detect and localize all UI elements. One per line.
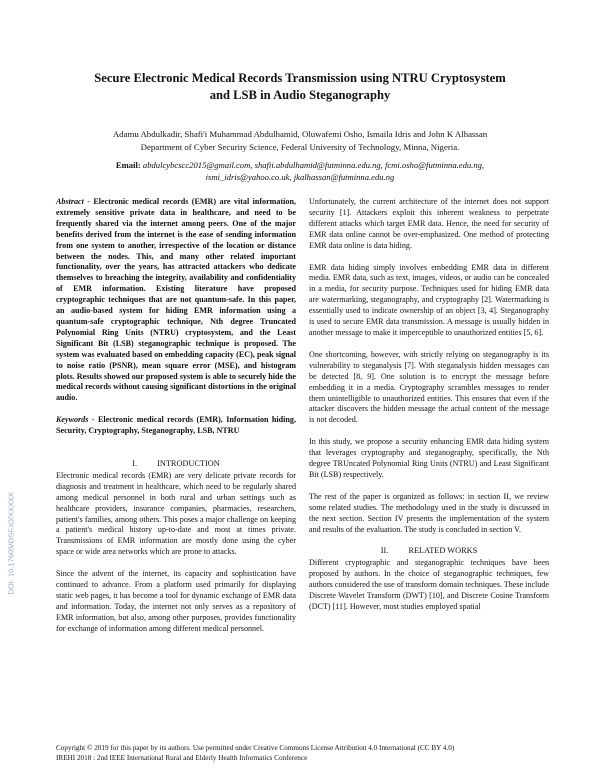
email-label: Email: <box>115 160 141 170</box>
intro-paragraph-5: One shortcoming, however, with strictly relying on steganography is its vulnerability to steganalysis [7]. With steganalysis hidden messages can be detected [8, 9]. One solution is to encrypt the message before embedding it in a media. Cryptography scrambles messages to render them unintelligible to unauthorized entities. This ensures that even if the attacker discovers the hidden message the actual content of the message is not decoded. <box>309 349 549 425</box>
author-block <box>40 128 560 154</box>
email-line-2[interactable]: ismi_idris@yahoo.co.uk, jkalhassan@futminna.edu.ng <box>205 172 395 182</box>
intro-paragraph-6: In this study, we propose a security enhancing EMR data hiding system that leverages cryptography and steganography, specifically, the Nth degree TRUncated Polynomial Ring Units (NTRU) and Least Significant Bit (LSB) respectively. <box>309 437 549 479</box>
abstract-text: Electronic medical records (EMR) are vital information, extremely sensitive private data in healthcare, and need to be frequently shared via the internet among peers. One of the major benefits derived from the internet is the ease of sending information from one system to another, irrespective of the location or distance between the nodes. This, and many other related important functionality, over the years, has attracted attackers who dedicate themselves to breaching the integrity, availability and confidentiality of EMR information. Existing literature have proposed cryptographic techniques that are not quantum-safe. In this paper, an audio-based system for hiding EMR information using a quantum-safe cryptographic technique, Nth degree Truncated Polynomial Ring Units (NTRU) cryptosystem, and the Least Significant Bit (LSB) steganographic technique is proposed. The system was evaluated based on embedding capacity (EC), peak signal to noise ratio (PSNR), mean square error (MSE), and histogram plots. Results showed our proposed system is able to securely hide the medical records without causing significant distortions in the original audio. <box>56 197 296 403</box>
copyright-line: Copyright © 2019 for this paper by its authors. Use permitted under Creative Commons License Attribution 4.0 International (CC BY 4.0) <box>56 744 455 752</box>
section-title: INTRODUCTION <box>157 459 220 469</box>
paper-title <box>40 70 560 104</box>
side-identifier <box>6 360 16 600</box>
section-heading-introduction <box>56 459 296 470</box>
abstract <box>56 197 296 404</box>
keywords-lead: Keywords - <box>56 415 95 425</box>
right-column <box>309 197 549 624</box>
related-works-paragraph-1: Different cryptographic and steganographic techniques have been proposed by authors. In the choice of steganographic techniques, few authors considered the use of transform domain techniques. These include Discrete Wavelet Transform (DWT) [10], and Discrete Cosine Transform (DCT) [11]. However, most studies employed spatial <box>309 558 549 611</box>
left-column <box>56 197 296 646</box>
email-line-1[interactable]: abdulcybcscc2015@gmail.com, shafii.abdulhamid@futminna.edu.ng, fcmi.osho@futminna.edu.ng, <box>142 160 485 170</box>
conference-line: IREHI 2018 : 2nd IEEE International Rural and Elderly Health Informatics Conference <box>56 753 308 762</box>
section-number: I. <box>132 459 138 469</box>
author-names: Adamu Abdulkadir, Shafi'i Muhammad Abdulhamid, Oluwafemi Osho, Ismaila Idris and John K Alhassan <box>112 129 488 139</box>
intro-paragraph-4: EMR data hiding simply involves embedding EMR data in different media. EMR data, such as text, images, videos, or audio can be concealed in a media, for security purpose. Techniques used for hiding EMR data are watermarking, steganography, and cryptography [2]. Watermarking is essentially used to indicate ownership of an object [3, 4]. Steganography is used to secure EMR data transmission. A message is usually hidden in another message to make it imperceptible to unauthorized entities [5, 6]. <box>309 262 549 337</box>
section-heading-related-works <box>309 546 549 557</box>
side-identifier-text: DOI: 10.17605/OSF.IO/XXXXX <box>6 491 16 595</box>
intro-paragraph-3: Unfortunately, the current architecture of the internet does not support security [1]. Attackers exploit this inherent weakness to perpetrate different attacks which target EMR data. Hence, the need for security of EMR data online cannot be over-emphasized. One method of protecting EMR data online is data hiding. <box>309 197 549 250</box>
page-footer <box>56 744 556 763</box>
section-title: RELATED WORKS <box>408 546 478 556</box>
author-affiliation: Department of Cyber Security Science, Federal University of Technology, Minna, Nigeria. <box>140 142 460 152</box>
title-line-2: and LSB in Audio Steganography <box>209 88 391 102</box>
abstract-lead: Abstract - <box>56 197 90 206</box>
email-block <box>70 159 530 183</box>
intro-paragraph-2: Since the advent of the internet, its capacity and sophistication have continued to advance. From a platform used primarily for displaying static web pages, it has become a tool for dynamic exchange of EMR data and information. Today, the internet not only serves as a repository of EMR information, but also, among other purposes, provides functionality for exchange of information among different medical personnel. <box>56 569 296 633</box>
keywords <box>56 415 296 437</box>
keywords-text: Electronic medical records (EMR), Information hiding, Security, Cryptography, Steganography, LSB, NTRU <box>56 415 297 436</box>
title-line-1: Secure Electronic Medical Records Transmission using NTRU Cryptosystem <box>94 71 506 85</box>
intro-paragraph-1: Electronic medical records (EMR) are very delicate private records for diagnosis and treatment in healthcare, which need to be regularly shared among medical personnel in both rural and urban settings such as healthcare providers, insurance companies, pharmacies, researchers, patient's families, among others. This poses a major challenge on keeping a patient's medical history up-to-date and most at times private. Transmissions of EMR information are mostly done using the cyber space or wide area networks which are prone to attacks. <box>56 470 296 557</box>
section-number: II. <box>380 546 389 556</box>
intro-paragraph-7: The rest of the paper is organized as follows: in section II, we review some related studies. The methodology used in the study is discussed in the next section. Section IV presents the implementation of the system and results of the evaluation. The study is concluded in section V. <box>309 491 549 534</box>
